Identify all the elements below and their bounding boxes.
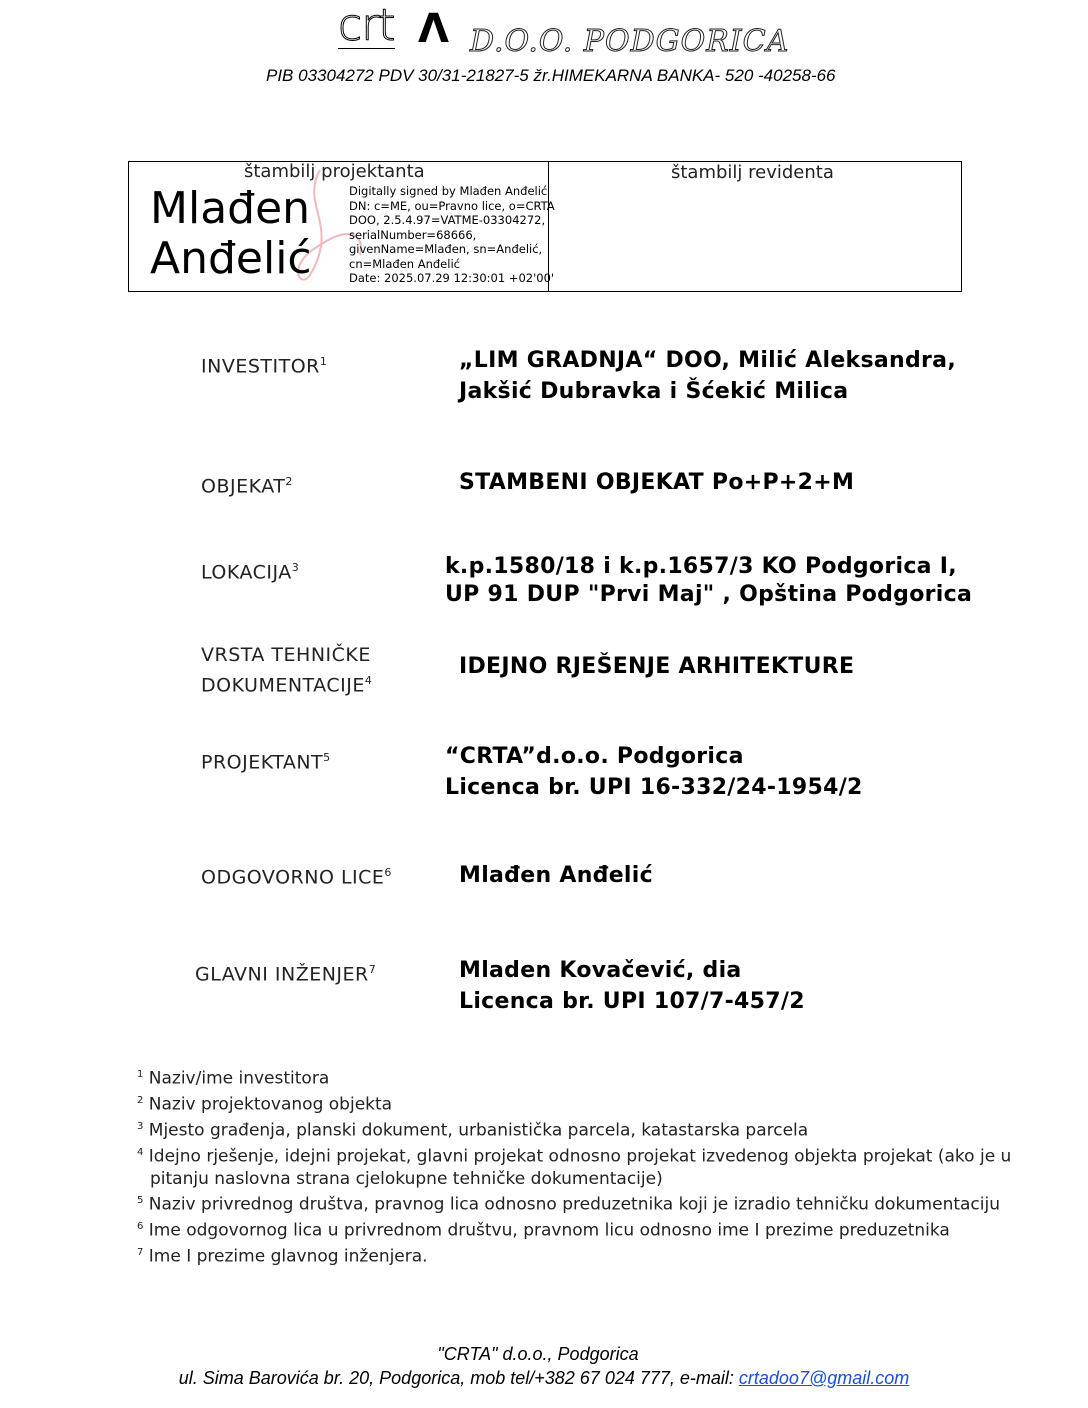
stamp-projektant-label: štambilj projektanta: [244, 161, 425, 182]
value-glavni-inzenjer: Mladen Kovačević, dia Licenca br. UPI 107/7-457/2: [459, 958, 805, 1014]
label-objekat: OBJEKAT$^2$: [201, 475, 293, 498]
value-investitor: „LIM GRADNJA“ DOO, Milić Aleksandra, Jakšić Dubravka i Šćekić Milica: [459, 348, 956, 404]
footnote: $^2$ Naziv projektovanog objekta: [137, 1094, 393, 1115]
footer-address: ul. Sima Barovića br. 20, Podgorica, mob tel/+382 67 024 777, e-mail: crtadoo7@gmail.com: [178, 1368, 910, 1388]
label-glavni-inzenjer: GLAVNI INŽENJER$^7$: [195, 963, 377, 986]
footnote: $^5$ Naziv privrednog društva, pravnog lica odnosno preduzetnika koji je izradio tehničku dokumentaciju: [137, 1194, 1001, 1215]
label-lokacija: LOKACIJA$^3$: [201, 561, 300, 584]
footnote: $^6$ Ime odgovornog lica u privrednom društvu, pravnom licu odnosno ime I prezime preduzetnika: [137, 1220, 950, 1241]
label-vrsta-dokumentacije: VRSTA TEHNIČKE DOKUMENTACIJE$^4$: [201, 644, 373, 697]
signer-first-name: Mlađen: [150, 183, 311, 234]
footer-company: "CRTA" d.o.o., Podgorica: [437, 1344, 639, 1364]
footnotes: [137, 1064, 1011, 1268]
footnote: $^4$ Idejno rješenje, idejni projekat, glavni projekat odnosno projekat izvedenog objekta projekat (ako je u: [137, 1146, 1012, 1167]
email-link[interactable]: crtadoo7@gmail.com: [738, 1368, 910, 1388]
company-id-line: PIB 03304272 PDV 30/31-21827-5 žr.HIMEKARNA BANKA- 520 -40258-66: [266, 66, 836, 85]
label-odgovorno-lice: ODGOVORNO LICE$^6$: [201, 866, 392, 889]
signer-last-name: Anđelić: [150, 233, 312, 284]
digital-signature-text: Digitally signed by Mlađen Anđelić DN: c=ME, ou=Pravno lice, o=CRTA DOO, 2.5.4.97=VATME-03304272, serialNumber=68666, givenName=Mlađen, sn=Anđelić, cn=Mlađen Anđelić Date: 2025.07.29 12:30:01 +02'00': [349, 184, 555, 285]
logo-compass-icon: Λ: [418, 6, 449, 52]
stamp-revident-label: štambilj revidenta: [671, 162, 834, 183]
label-investitor: INVESTITOR$^1$: [201, 355, 328, 378]
value-vrsta-dokumentacije: IDEJNO RJEŠENJE ARHITEKTURE: [459, 654, 855, 679]
crta-logo: crt: [338, 0, 395, 51]
footnote: $^7$ Ime I prezime glavnog inženjera.: [137, 1246, 428, 1267]
company-name: D.O.O. PODGORICA: [470, 24, 790, 59]
footnote: $^3$ Mjesto građenja, planski dokument, urbanistička parcela, katastarska parcela: [137, 1120, 809, 1141]
label-projektant: PROJEKTANT$^5$: [201, 751, 331, 774]
footnote-continuation: pitanju naslovna strana cjelokupne tehničke dokumentacije): [150, 1168, 663, 1189]
value-objekat: STAMBENI OBJEKAT Po+P+2+M: [459, 470, 855, 495]
footnote: $^1$ Naziv/ime investitora: [137, 1068, 330, 1089]
value-lokacija: k.p.1580/18 i k.p.1657/3 KO Podgorica I, UP 91 DUP "Prvi Maj" , Opština Podgorica: [445, 554, 973, 607]
value-odgovorno-lice: Mlađen Anđelić: [459, 863, 653, 888]
value-projektant: “CRTA”d.o.o. Podgorica Licenca br. UPI 16-332/24-1954/2: [445, 744, 863, 800]
